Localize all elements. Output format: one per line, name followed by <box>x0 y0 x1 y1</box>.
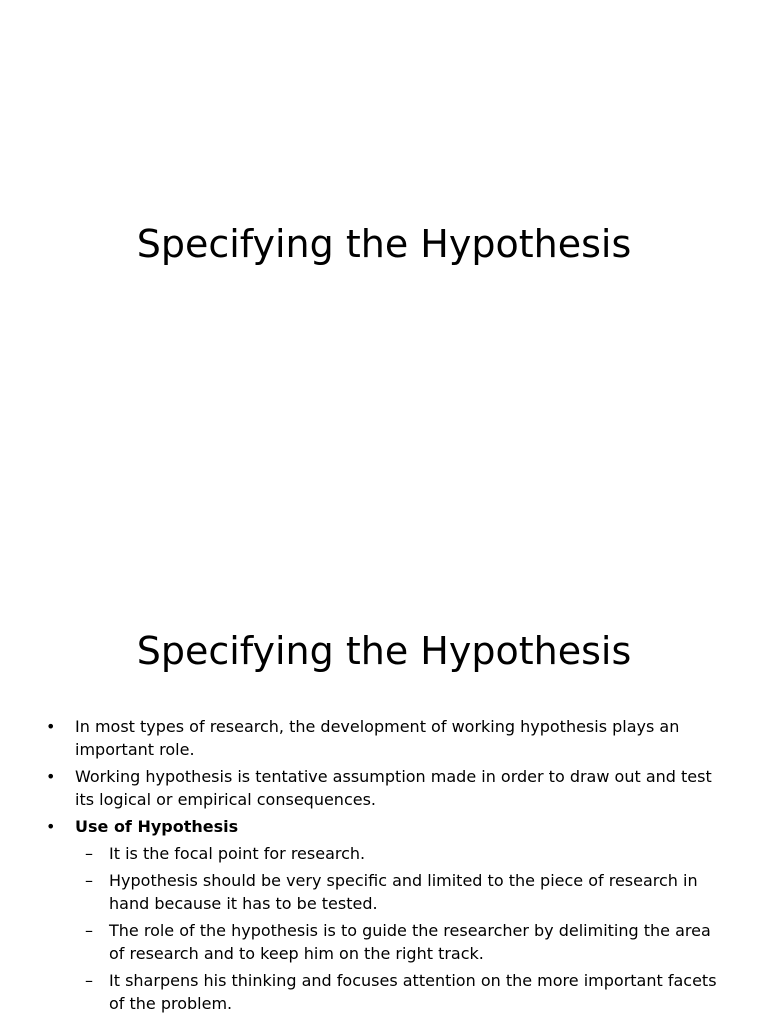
sub-bullet-item <box>75 869 726 915</box>
sub-bullet-text: It is the focal point for research. <box>109 844 366 863</box>
dash-marker: – <box>85 971 93 990</box>
slide-2 <box>0 576 768 1024</box>
dash-marker: – <box>85 921 93 940</box>
bullet-item <box>46 715 726 761</box>
slide-1-title: Specifying the Hypothesis <box>136 222 632 266</box>
bullet-heading: Use of Hypothesis <box>75 817 239 836</box>
slide-2-title: Specifying the Hypothesis <box>136 629 632 673</box>
sub-bullet-item <box>75 969 726 1015</box>
dash-marker: – <box>85 871 93 890</box>
bullet-item <box>46 765 726 811</box>
sub-bullet-text: The role of the hypothesis is to guide the researcher by delimiting the area of research and to keep him on the right track. <box>109 921 711 963</box>
bullet-list <box>46 715 726 1019</box>
bullet-text: In most types of research, the development of working hypothesis plays an important role. <box>75 717 680 759</box>
bullet-marker: • <box>46 717 56 736</box>
bullet-item-use-of-hypothesis <box>46 815 726 1015</box>
sub-bullet-item <box>75 842 726 865</box>
sub-bullet-text: It sharpens his thinking and focuses attention on the more important facets of the problem. <box>109 971 717 1013</box>
bullet-marker: • <box>46 817 56 836</box>
sub-bullet-text: Hypothesis should be very specific and limited to the piece of research in hand because it has to be tested. <box>109 871 698 913</box>
bullet-text: Working hypothesis is tentative assumption made in order to draw out and test its logical or empirical consequences. <box>75 767 712 809</box>
sub-bullet-item <box>75 919 726 965</box>
sub-bullet-list <box>75 842 726 1015</box>
bullet-marker: • <box>46 767 56 786</box>
dash-marker: – <box>85 844 93 863</box>
